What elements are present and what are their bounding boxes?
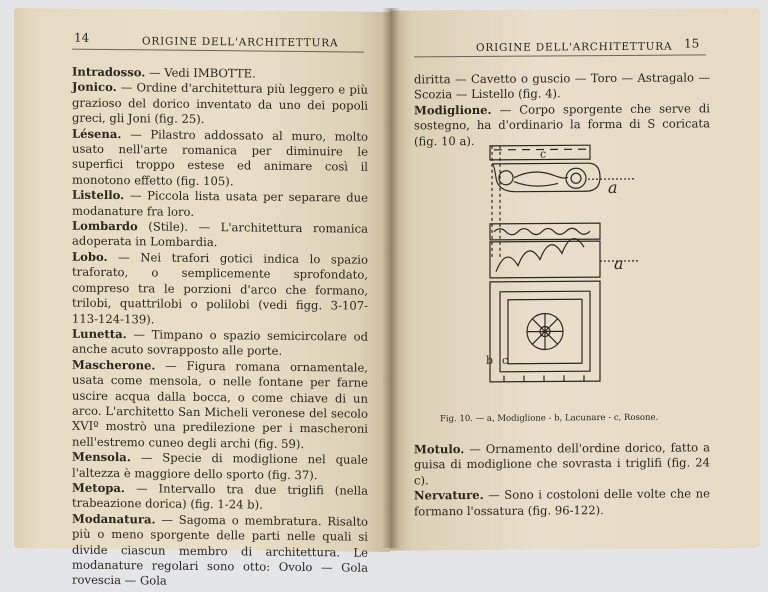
entry-term: Intradosso. [72, 64, 146, 80]
glossary-entry [72, 219, 368, 253]
right-page-number: 15 [684, 36, 700, 51]
entry-definition: — Ornamento dell'ordine dorico, fatto a guisa di modiglione che sovrasta i triglifi (fig. 24 c). [414, 440, 710, 488]
entry-term: Lunetta. [72, 326, 127, 342]
glossary-entry [414, 70, 710, 103]
open-book [14, 8, 760, 589]
left-text-column [72, 65, 368, 592]
label-a-top: a [608, 177, 618, 198]
entry-term: Lobo. [72, 249, 108, 264]
entry-term: Lombardo [72, 218, 138, 234]
entry-definition: — Ordine d'architettura più leggero e più grazioso del dorico inventato da uno dei popoli greci, gli Joni (fig. 25). [72, 80, 368, 127]
label-b: b [486, 353, 494, 367]
glossary-entry [72, 357, 368, 453]
entry-definition: — Pilastro addossato al muro, molto usato nell'arte romanica per diminuire le superfici troppo estese ed animare così il monotono effetto (fig. 105). [72, 126, 368, 189]
entry-definition: — Sagoma o membratura. Risalto più o meno sporgente delle parti nelle quali si divide ciascun membro di architettura. Le modanature regolari sono otto: Ovolo — Gola rovescia — Gola [72, 512, 368, 589]
entry-definition: — Corpo sporgente che serve di sostegno, ha d'ordinario la forma di S coricata (fig. 10 a). [414, 101, 710, 149]
right-head-rule [414, 54, 706, 57]
entry-definition: (Stile). — L'architettura romanica adoperata in Lombardia. [72, 219, 368, 250]
entry-term: Lésena. [72, 126, 122, 141]
entry-definition: — Figura romana ornamentale, usata come mensola, o nelle fontane per farne uscire acqua dalla bocca, o come chiave di un arco. L'architetto San Micheli veronese del secolo XVIº mostrò una predilezione per i mascheroni nell'estremo cuneo degli archi (fig. 59). [72, 358, 368, 451]
glossary-entry [414, 487, 710, 520]
left-running-head: ORIGINE DELL'ARCHITETTURA [142, 35, 339, 50]
entry-term: Listello. [72, 187, 125, 203]
glossary-entry [414, 440, 710, 488]
glossary-entry [72, 188, 368, 222]
entry-definition: — Vedi IMBOTTE. [145, 65, 256, 81]
entry-term: Mensola. [72, 449, 131, 465]
entry-term: Motulo. [414, 442, 465, 457]
glossary-entry [72, 481, 368, 515]
label-c-top: c [540, 147, 547, 161]
entry-definition: — Piccola lista usata per separare due modanature fra loro. [72, 188, 368, 219]
entry-definition: — Timpano o spazio semicircolare od anche acuto sovrapposto alle porte. [72, 327, 368, 359]
entry-term: Jonico. [72, 80, 117, 95]
entry-term: Mascherone. [72, 357, 156, 373]
glossary-entry [72, 450, 368, 484]
entry-term: Metopa. [72, 480, 125, 496]
entry-definition: — Intervallo tra due triglifi (nella trabeazione dorica) (fig. 1-24 b). [72, 481, 368, 512]
entry-definition: diritta — Cavetto o guscio — Toro — Astragalo — Scozia — Listello (fig. 4). [414, 70, 710, 102]
entry-definition: — Sono i costoloni delle volte che ne formano l'ossatura (fig. 96-122). [414, 486, 710, 519]
left-page-number: 14 [74, 30, 90, 45]
glossary-entry [72, 327, 368, 361]
right-top-text [414, 70, 710, 149]
dashed-guides [492, 146, 500, 258]
left-page [14, 8, 390, 589]
right-bottom-text [414, 440, 710, 519]
label-c-bottom: c [502, 353, 509, 367]
glossary-entry [72, 80, 368, 129]
entry-term: Modiglione. [414, 102, 492, 118]
label-a-middle: a [614, 253, 624, 274]
right-page [390, 8, 760, 551]
glossary-entry [72, 126, 368, 191]
figure-10-illustration [484, 140, 714, 394]
entry-definition: — Nei trafori gotici indica lo spazio traforato, o semplicemente sprofondato, compreso tra le porzioni d'arco che formano, trilobi, quattrilobi o polilobi (vedi figg. 3-107- 113-124-139). [72, 249, 368, 326]
entry-term: Nervature. [414, 488, 484, 503]
entry-definition: — Specie di modiglione nel quale l'altezza è maggiore dello sporto (fig. 37). [72, 450, 368, 482]
figure-caption: Fig. 10. — a, Modiglione - b, Lacunare - c, Rosone. [440, 412, 659, 425]
modiglione-a [492, 163, 600, 192]
scroll-volute-left [499, 171, 513, 185]
entry-term: Modanatura. [72, 511, 156, 527]
book-gutter [382, 8, 400, 548]
glossary-entry [72, 511, 368, 591]
scroll-volute-right [566, 168, 586, 188]
glossary-entry [72, 249, 368, 329]
right-running-head: ORIGINE DELL'ARCHITETTURA [476, 40, 673, 54]
